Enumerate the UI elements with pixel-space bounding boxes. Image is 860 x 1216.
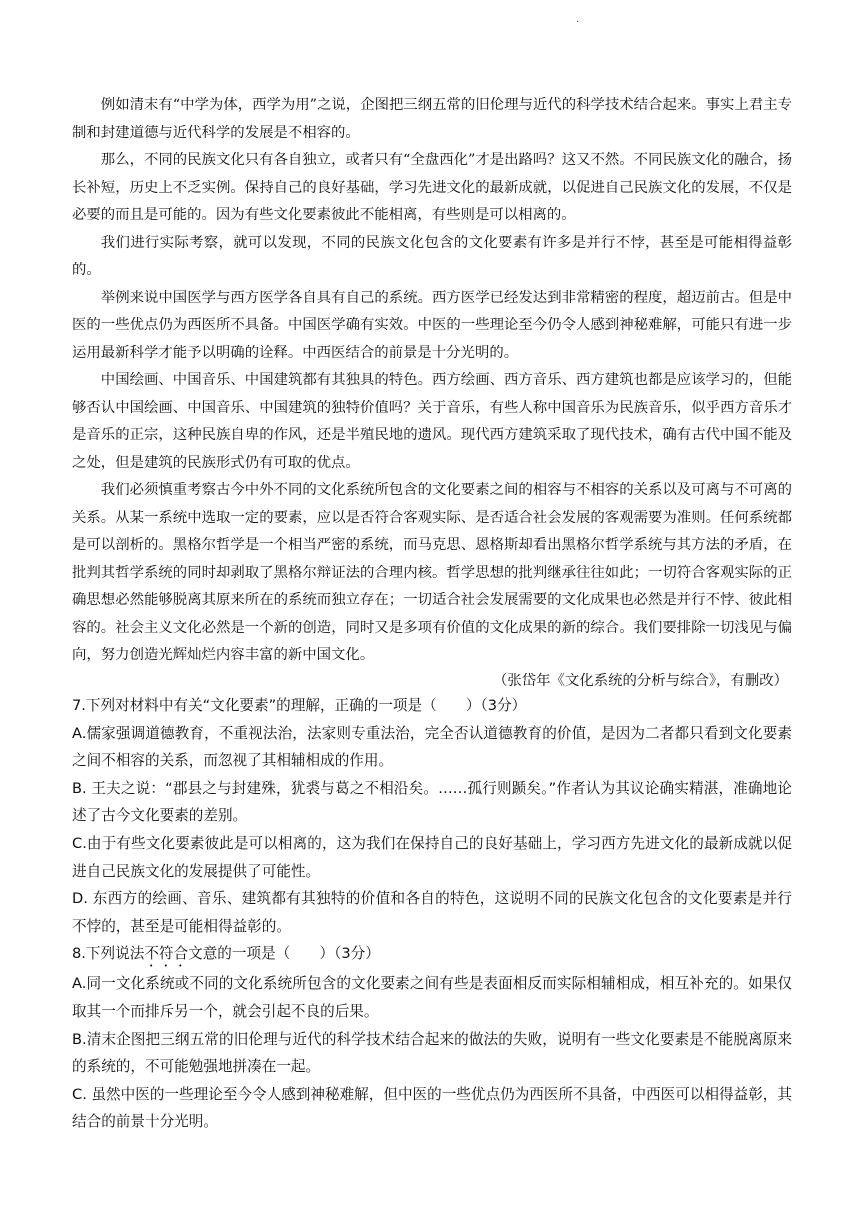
passage-paragraph: 举例来说中国医学与西方医学各自具有自己的系统。西方医学已经发达到非常精密的程度，超迈前古。但是中医的一些优点仍为西医所不具备。中国医学确有实效。中医的一些理论至今仍令人感到神秘难解，可能只有进一步运用最新科学才能予以明确的诠释。中西医结合的前景是十分光明的。 (72, 289, 792, 361)
passage-paragraph: 我们必须慎重考察古今中外不同的文化系统所包含的文化要素之间的相容与不相容的关系以及可离与不可离的关系。从某一系统中选取一定的要素，应以是否符合客观实际、是否适合社会发展的客观需要为准则。任何系统都是可以剖析的。黑格尔哲学是一个相当严密的系统，而马克思、恩格斯却看出黑格尔哲学系统与其方法的矛盾，在批判其哲学系统的同时却剥取了黑格尔辩证法的合理内核。哲学思想的批判继承往往如此；一切符合客观实际的正确思想必然能够脱离其原来所在的系统而独立存在；一切适合社会发展需要的文化成果也必然是并行不悖、彼此相容的。社会主义文化必然是一个新的创造，同时又是多项有价值的文化成果的新的综合。我们要排除一切浅见与偏向，努力创造光辉灿烂内容丰富的新中国文化。 (72, 482, 792, 663)
passage-paragraph: 那么，不同的民族文化只有各自独立，或者只有“全盘西化”才是出路吗？这又不然。不同民族文化的融合，扬长补短，历史上不乏实例。保持自己的良好基础，学习先进文化的最新成就，以促进自己民族文化的发展，不仅是必要的而且是可能的。因为有些文化要素彼此不能相离，有些则是可以相离的。 (72, 152, 792, 223)
question-7-stem: 7.下列对材料中有关“文化要素”的理解，正确的一项是（ ）（3分） (72, 697, 527, 714)
questions-section (72, 692, 792, 1136)
question-8-stem (72, 940, 792, 970)
question-7-option-c: C.由于有些文化要素彼此是可以相离的，这为我们在保持自己的良好基础上，学习西方先进文化的最新成就以促进自己民族文化的发展提供了可能性。 (72, 834, 792, 880)
passage-paragraph: 例如清末有“中学为体，西学为用”之说，企图把三纲五常的旧伦理与近代的科学技术结合起来。事实上君主专制和封建道德与近代科学的发展是不相容的。 (72, 97, 792, 141)
header-dot: . (576, 14, 580, 25)
passage-paragraph: 我们进行实际考察，就可以发现，不同的民族文化包含的文化要素有许多是并行不悖，甚至是可能相得益彰的。 (72, 234, 792, 278)
passage-paragraph: 中国绘画、中国音乐、中国建筑都有其独具的特色。西方绘画、西方音乐、西方建筑也都是应该学习的，但能够否认中国绘画、中国音乐、中国建筑的独特价值吗？关于音乐，有些人称中国音乐为民族音乐，似乎西方音乐才是音乐的正宗，这种民族自卑的作风，还是半殖民地的遗风。现代西方建筑采取了现代技术，确有古代中国不能及之处，但是建筑的民族形式仍有可取的优点。 (72, 372, 792, 471)
question-7-option-b: B. 王夫之说：“郡县之与封建殊，犹裘与葛之不相沿矣。……孤行则踬矣。”作者认为其议论确实精湛，准确地论述了古今文化要素的差别。 (72, 779, 792, 825)
question-7-option-d: D. 东西方的绘画、音乐、建筑都有其独特的价值和各自的特色，这说明不同的民族文化包含的文化要素是并行不悖的，甚至是可能相得益彰的。 (72, 890, 792, 935)
question-8-stem-suffix: 文意的一项是（ ）（3分） (188, 945, 380, 963)
question-7-option-a: A.儒家强调道德教育，不重视法治，法家则专重法治，完全否认道德教育的价值，是因为二者都只看到文化要素之间不相容的关系，而忽视了其相辅相成的作用。 (72, 724, 792, 770)
reading-passage (72, 92, 792, 670)
question-8-option-c: C. 虽然中医的一些理论至今令人感到神秘难解，但中医的一些优点仍为西医所不具备，中西医可以相得益彰，其结合的前景十分光明。 (72, 1085, 792, 1131)
question-8-stem-emphasis: 不符合 (144, 945, 189, 963)
passage-source: （张岱年《文化系统的分析与综合》，有删改） (492, 673, 788, 689)
question-8-stem-prefix: 8.下列说法 (72, 945, 145, 963)
question-8-option-a: A.同一文化系统或不同的文化系统所包含的文化要素之间有些是表面相反而实际相辅相成，相互补充的。如果仅取其一个而排斥另一个，就会引起不良的后果。 (72, 975, 792, 1020)
question-8-option-b: B.清末企图把三纲五常的旧伦理与近代的科学技术结合起来的做法的失败，说明有一些文化要素是不能脱离原来的系统的，不可能勉强地拼凑在一起。 (72, 1030, 792, 1076)
